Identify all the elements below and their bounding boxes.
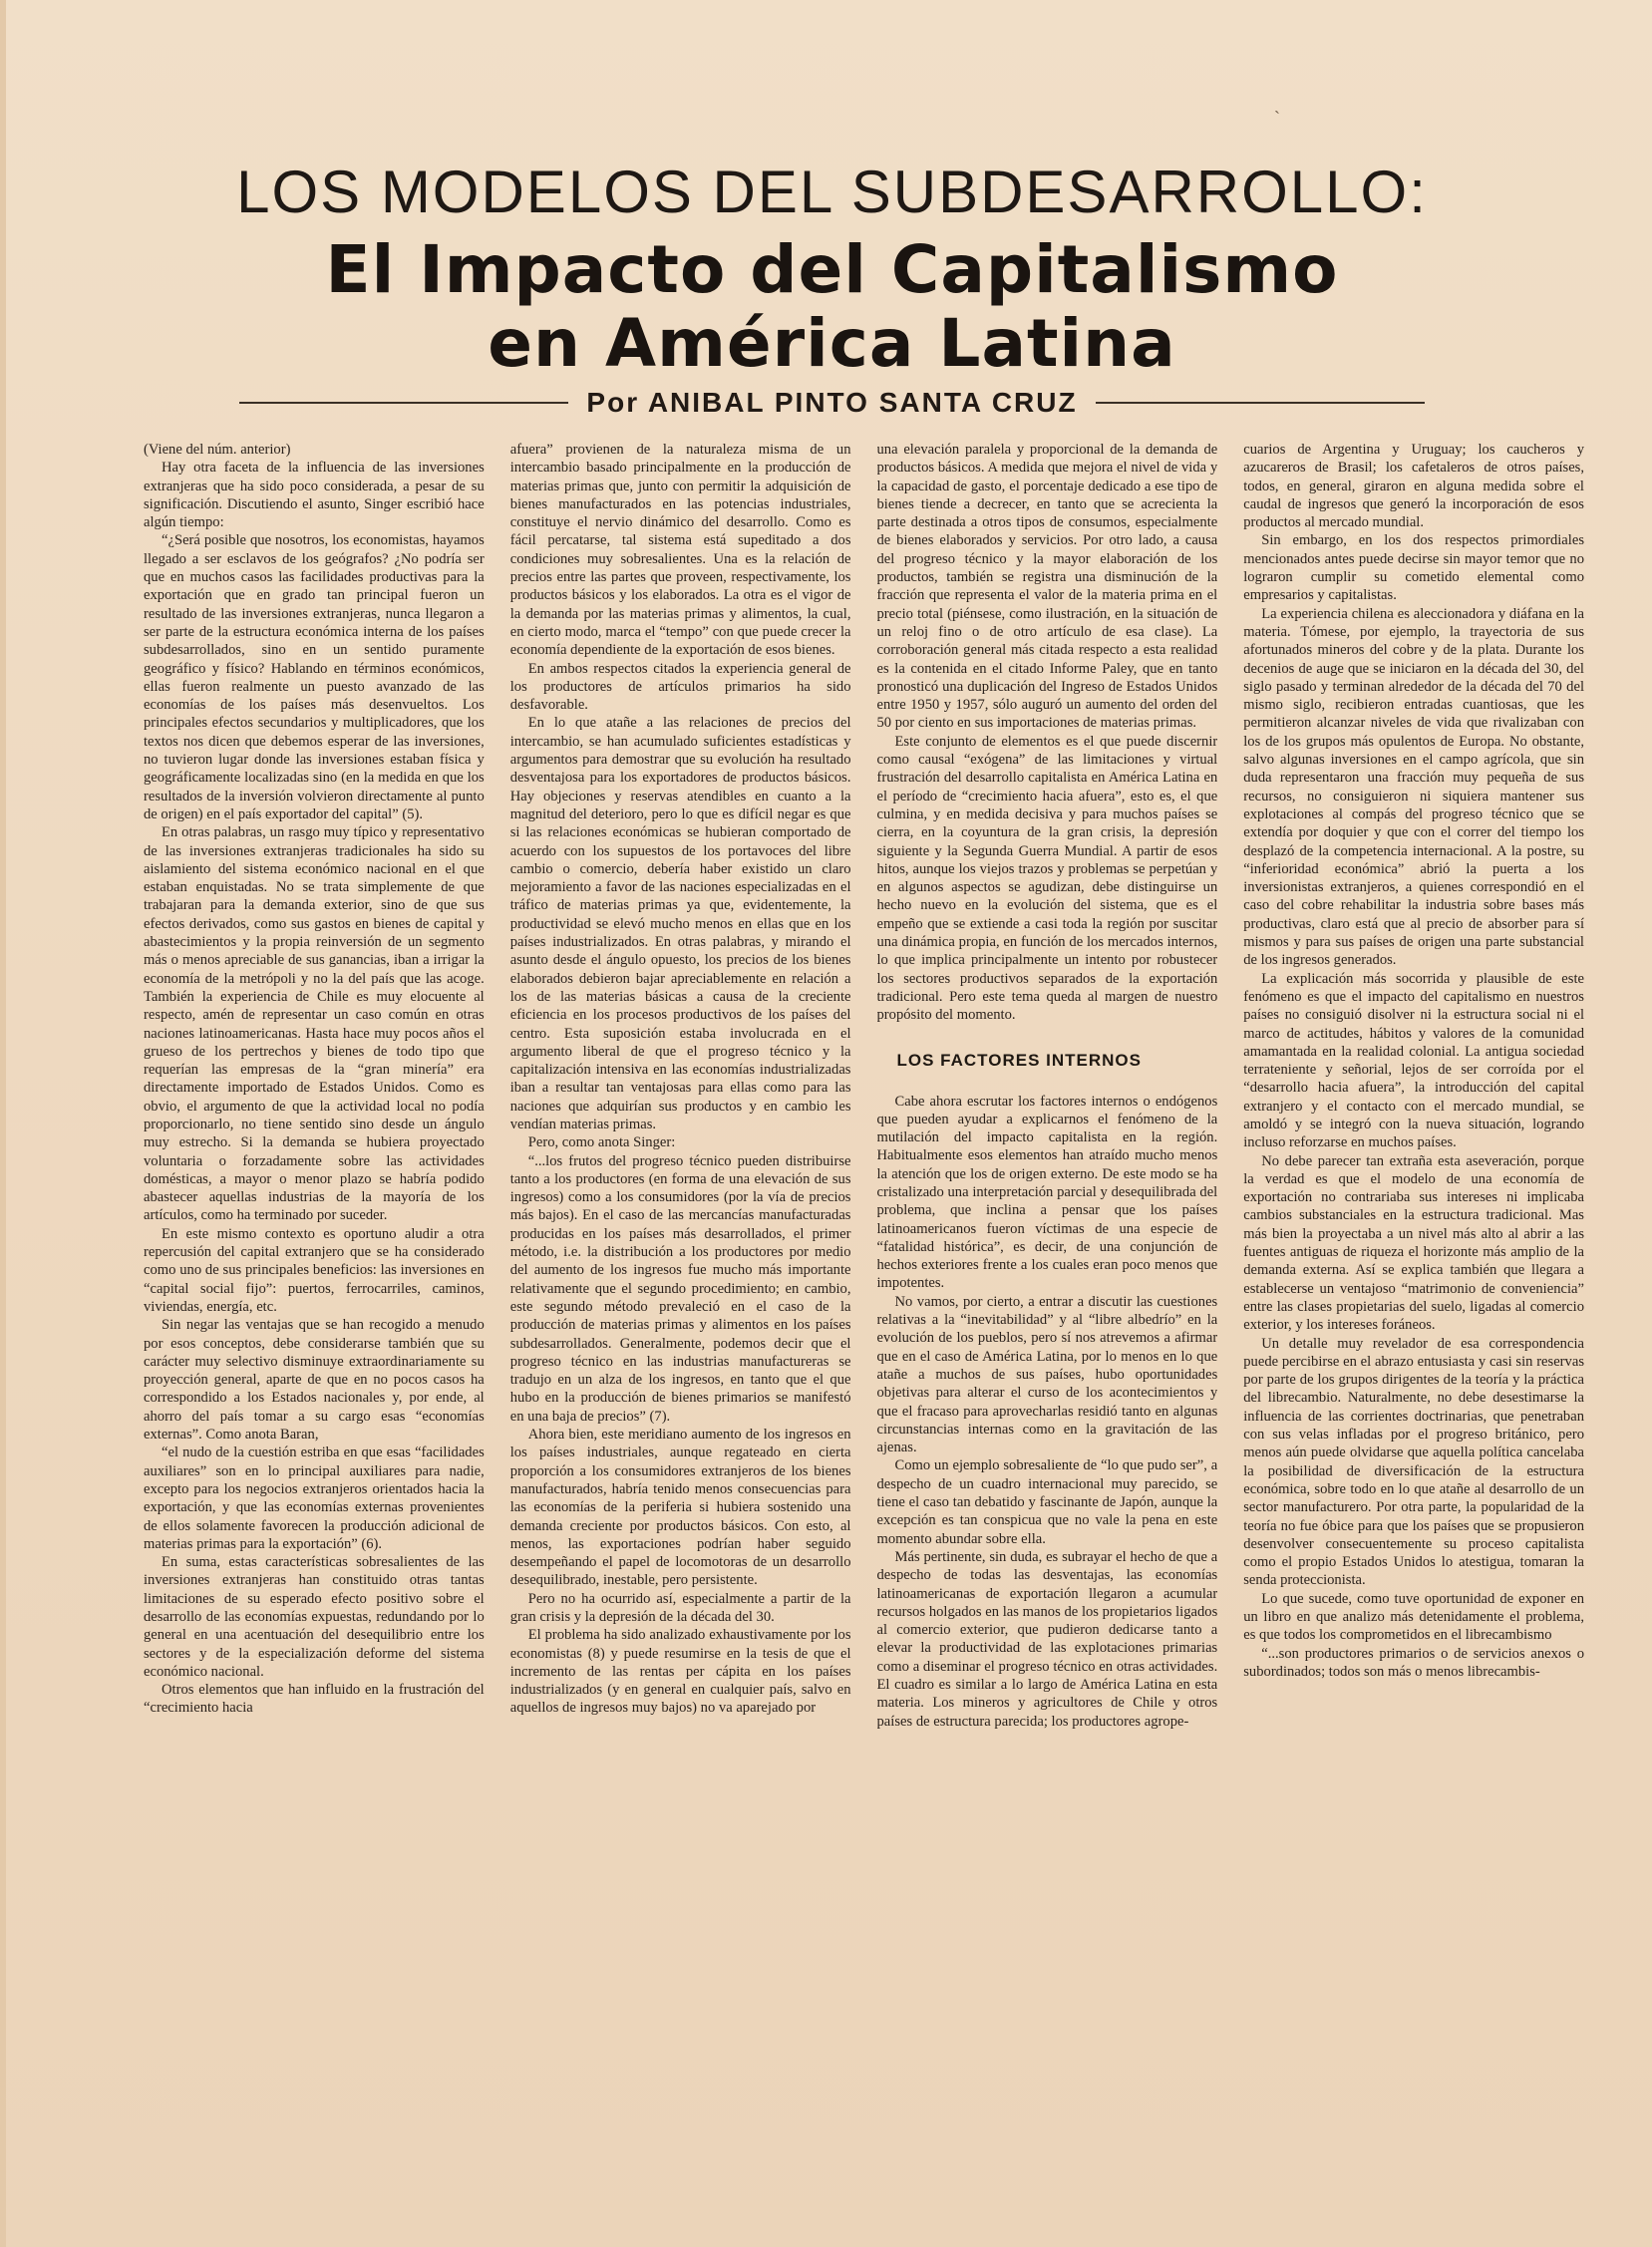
article-paragraph: Lo que sucede, como tuve oportunidad de exponer en un libro en que analizo más detenidamente el problema, es que todos los comprometidos en el librecambismo (1243, 1590, 1584, 1644)
article-paragraph: Ahora bien, este meridiano aumento de los ingresos en los países industriales, aunque regateado en cierta proporción a los consumidores extranjeros de los bienes manufacturados, habría tenido menos consecuencias para las economías de la periferia si hubiera sostenido una demanda creciente por productos básicos. Con esto, al menos, las exportaciones podrían haber seguido desempeñando el papel de locomotoras de un desarrollo desequilibrado, inestable, pero persistente. (509, 1427, 851, 1589)
article-paragraph: En ambos respectos citados la experiencia general de los productores de artículos primarios ha sido desfavorable. (509, 660, 851, 714)
article-paragraph: cuarios de Argentina y Uruguay; los caucheros y azucareros de Brasil; los cafetaleros de otros países, todos, en general, giraron en alguna medida sobre el caudal de ingresos que generó la incorporación de esos productos al mercado mundial. (1243, 442, 1584, 531)
article-paragraph: afuera” provienen de la naturaleza misma de un intercambio basado principalmente en la producción de materias primas que, junto con permitir la adquisición de bienes manufacturados en las potencias industriales, constituye el nervio dinámico del desarrollo. Como es fácil percatarse, tal sistema está supeditado a dos condiciones muy sobresalientes. Una es la relación de precios entre las partes que proveen, respectivamente, los productos básicos y los elaborados. La otra es el vigor de la demanda por las materias primas y alimentos, la cual, en cierto modo, marca el “tempo” con que puede crecer la economía dependiente de la exportación de esos bienes. (509, 442, 851, 659)
article-paragraph: En otras palabras, un rasgo muy típico y representativo de las inversiones extranjeras tradicionales ha sido su aislamiento del sistema económico nacional en el que estaban enquistadas. No se trata simplemente de que trabajaran para la demanda exterior, sino de que sus efectos derivados, como sus gastos en bienes de capital y abastecimientos y la propia reinversión de un segmento más o menos apreciable de sus ganancias, iban a irrigar la economía de la metrópoli y no la del país que las acoge. También la experiencia de Chile es muy elocuente al respecto, amén de representar un caso común en otras naciones latinoamericanas. Hasta hace muy pocos años el grueso de los pertrechos y bienes de todo tipo que requerían las empresas de la “gran minería” era directamente importado de Estados Unidos. Como es obvio, el argumento de que la actividad local no podía proporcionarlo, no tiene sentido sino desde un ángulo muy estrecho. Si la demanda se hubiera proyectado voluntaria o forzadamente sobre las actividades domésticas, a mayor o menor plazo se habría podido abastecer aquellas industrias de la mayoría de los artículos, como ha terminado por suceder. (144, 824, 485, 1224)
article-paragraph: Como un ejemplo sobresaliente de “lo que pudo ser”, a despecho de un cuadro internacional muy parecido, se tiene el caso tan debatido y fascinante de Japón, aunque la excepción es tan conspicua que no vale la pena en este momento abundar sobre ella. (876, 1457, 1218, 1547)
article-paragraph: No vamos, por cierto, a entrar a discutir las cuestiones relativas a la “inevitabilidad” y al “libre albedrío” en la evolución de los pueblos, pero sí nos atrevemos a afirmar que en el caso de América Latina, por lo menos en lo que atañe a muchos de sus países, hubo oportunidades objetivas para alterar el curso de los acontecimientos y que el fracaso para aprovecharlas residió tanto en algunas circunstancias internas como en la gravitación de las ajenas. (876, 1293, 1218, 1456)
article-paragraph: En suma, estas características sobresalientes de las inversiones extranjeras han constituido otras tantas limitaciones de su esperado efecto positivo sobre el desarrollo de las economías expuestas, redundando por lo general en una acentuación del desequilibrio entre los sectores y de la especialización deforme del sistema económico nacional. (144, 1554, 485, 1680)
byline-rule-right (1096, 402, 1425, 404)
article-title-line-1: El Impacto del Capitalismo (325, 231, 1339, 308)
article-paragraph: Cabe ahora escrutar los factores internos o endógenos que pueden ayudar a explicarnos el fenómeno de la mutilación del impacto capitalista en la región. Habitualmente esos elementos han atraído mucho menos la atención que los de origen externo. De este modo se ha cristalizado una interpretación parcial y desequilibrada del problema, que inclina a pensar que los países latinoamericanos fueron víctimas de una especie de “fatalidad histórica”, es decir, de una conjunción de hechos exteriores frente a los cuales eran poco menos que impotentes. (876, 1093, 1218, 1292)
byline-rule-left (239, 402, 568, 404)
article-paragraph: Sin negar las ventajas que se han recogido a menudo por esos conceptos, debe considerarse también que su carácter muy selectivo disminuye extraordinariamente su proyección general, aparte de que en no pocos casos ha correspondido a los Estados nacionales y, por ende, al ahorro del país tomar a su cargo esas “economías externas”. Como anota Baran, (144, 1317, 485, 1444)
column-1 (144, 441, 485, 2225)
margin-mark: ˋ (1274, 108, 1280, 128)
article-paragraph: “...son productores primarios o de servicios anexos o subordinados; todos son más o menos librecambis- (1243, 1645, 1584, 1680)
column-3 (877, 441, 1218, 2225)
article-paragraph: “el nudo de la cuestión estriba en que esas “facilidades auxiliares” son en lo principal auxiliares para nadie, excepto para los negocios extranjeros orientados hacia la exportación, y que las economías externas provenientes de ellos solamente favorecen la producción adicional de materias primas para la exportación” (6). (144, 1444, 485, 1552)
article-paragraph: Pero no ha ocurrido así, especialmente a partir de la gran crisis y la depresión de la década del 30. (509, 1590, 851, 1625)
article-paragraph: Este conjunto de elementos es el que puede discernir como causal “exógena” de las limitaciones y virtual frustración del desarrollo capitalista en América Latina en el período de “crecimiento hacia afuera”, esto es, el que culmina, y en medida decisiva y para muchos países se cierra, en la coyuntura de la gran crisis, la depresión siguiente y la Segunda Guerra Mundial. A partir de esos hitos, aunque los viejos trazos y problemas se perpetúan y en algunos aspectos se agudizan, debe distinguirse un hecho nuevo en la evolución del sistema, que es el empeño que se extiende a casi toda la región por suscitar una dinámica propia, en función de los mercados internos, lo que implica principalmente un intento por robustecer los sectores productivos separados de la exportación tradicional. Pero este tema queda al margen de nuestro propósito del momento. (876, 733, 1218, 1024)
byline: Por ANIBAL PINTO SANTA CRUZ (586, 387, 1078, 418)
article-paragraph: Pero, como anota Singer: (527, 1134, 676, 1151)
section-subheading: LOS FACTORES INTERNOS (896, 1050, 1142, 1070)
article-paragraph: una elevación paralela y proporcional de la demanda de productos básicos. A medida que mejora el nivel de vida y la capacidad de gasto, el porcentaje dedicado a ese tipo de bienes tiende a decrecer, en tanto que se acrecienta la parte destinada a otros tipos de consumos, especialmente de bienes elaborados y servicios. Por otro lado, a causa del progreso técnico y la mayor elaboración de los productos, también se registra una disminución de la fracción que representa el valor de la materia prima en el precio total (piénsese, como ilustración, en la situación de un reloj fino o de otro artículo de esa clase). La corroboración general más citada respecto a esta realidad es la contenida en el citado Informe Paley, que en tanto pronosticó una duplicación del Ingreso de Estados Unidos entre 1950 y 1957, sólo auguró un aumento del orden del 50 por ciento en sus importaciones de materias primas. (876, 442, 1218, 732)
article-paragraph: El problema ha sido analizado exhaustivamente por los economistas (8) y puede resumirse en la tesis de que el incremento de las rentas per cápita en los países industrializados (y en general en cualquier país, salvo en aquellos de ingresos muy bajos) no va aparejado por (509, 1627, 851, 1717)
article-paragraph: Más pertinente, sin duda, es subrayar el hecho de que a despecho de todas las desventajas, las economías latinoamericanas de exportación llegaron a acumular recursos holgados en las manos de los propietarios ligados al comercio exterior, que pudieron dedicarse tanto a elevar la productividad de las explotaciones primarias como a diseminar el progreso técnico en otras actividades. El cuadro es similar a lo largo de América Latina en esta materia. Los mineros y agricultores de Chile y otros países de estructura parecida; los productores agrope- (876, 1548, 1218, 1730)
article-body (144, 441, 1584, 2225)
article-title-line-2: en América Latina (488, 305, 1176, 382)
article-paragraph: (Viene del núm. anterior) (144, 442, 291, 458)
byline-row (6, 387, 1652, 419)
column-4 (1243, 441, 1584, 2225)
article-paragraph: “...los frutos del progreso técnico pueden distribuirse tanto a los productores (en forma de una elevación de sus ingresos) como a los consumidores (por la vía de precios más bajos). En el caso de las mercancías manufacturadas producidas en los países más desarrollados, el primer método, i.e. la distribución a los productores por medio del aumento de los ingresos fue mucho más importante relativamente que el segundo procedimiento; en cambio, este segundo método prevaleció en el caso de la producción de materias primas y alimentos en los países subdesarrollados. Generalmente, podemos decir que el progreso técnico en las industrias manufactureras se tradujo en un alza de los ingresos, en tanto que el que hubo en la producción de bienes primarios se manifestó en una baja de precios” (7). (509, 1152, 851, 1425)
article-paragraph: En este mismo contexto es oportuno aludir a otra repercusión del capital extranjero que se ha considerado como uno de sus principales beneficios: las inversiones en “capital social fijo”: puertos, ferrocarriles, caminos, viviendas, energía, etc. (144, 1225, 485, 1315)
article-paragraph: En lo que atañe a las relaciones de precios del intercambio, se han acumulado suficientes estadísticas y argumentos para demostrar que su evolución ha resultado desventajosa para los exportadores de productos básicos. Hay objeciones y reservas atendibles en cuanto a la magnitud del deterioro, pero lo que es difícil negar es que si las relaciones económicas se hubieran comportado de acuerdo con los supuestos de los portavoces del libre cambio o comercio, debería haber existido un claro mejoramiento a favor de las naciones especializadas en el tráfico de materias primas ya que, evidentemente, la productividad se elevó mucho menos en ellas que en los países industrializados. En otras palabras, y mirando el asunto desde el ángulo opuesto, los precios de los bienes elaborados debieron bajar apreciablemente en relación a los de las materias básicas a causa de la creciente eficiencia en los procesos productivos de los países del centro. Esta suposición estaba involucrada en el argumento liberal de que el progreso técnico y la capitalización intensiva en las economías industrializadas iban a resultar tan ventajosas para ellas como para las naciones que adquirían sus productos y en cambio les vendían materias primas. (509, 715, 851, 1132)
article-paragraph: Un detalle muy revelador de esa correspondencia puede percibirse en el abrazo entusiasta y casi sin reservas por parte de los grupos dirigentes de la teoría y la práctica del librecambio. Naturalmente, no debe desestimarse la influencia de las corrientes doctrinarias, que penetraban con sus velas infladas por el progreso británico, pero menos aún puede olvidarse que aquella política cancelaba la posibilidad de diversificación de la estructura económica, sobre todo en lo que atañe al desarrollo de un sector manufacturero. Por otra parte, la popularidad de la teoría no fue óbice para que los países que se propusieron desenvolver consecuentemente su proceso capitalista como el propio Estados Unidos lo atestigua, tomaran la senda proteccionista. (1243, 1335, 1584, 1589)
article-paragraph: Hay otra faceta de la influencia de las inversiones extranjeras que ha sido poco considerada, a pesar de su significación. Discutiendo el asunto, Singer escribió hace algún tiempo: (144, 460, 485, 531)
article-paragraph: No debe parecer tan extraña esta aseveración, porque la verdad es que el modelo de una economía de exportación no contrariaba sus intereses ni implicaba cambios substanciales en la estructura tradicional. Mas más bien la proyectaba a un nivel más alto al abrir a las fuentes antiguas de riqueza el horizonte más amplio de la demanda externa. Así se explica también que llegara a establecerse un ventajoso “matrimonio de conveniencia” entre las clases propietarias del suelo, ligadas al comercio exterior, y los intereses foráneos. (1243, 1152, 1584, 1334)
article-paragraph: La explicación más socorrida y plausible de este fenómeno es que el impacto del capitalismo en nuestros países no consiguió disolver ni la estructura social ni el marco de actitudes, hábitos y valores de la comunidad amamantada en la realidad colonial. La antigua sociedad terrateniente y señorial, lejos de ser corroída por el “desarrollo hacia afuera”, la introducción del capital extranjero y el contacto con el mercado mundial, se amoldó y se integró con la nueva situación, logrando incluso reforzarse en muchos países. (1243, 970, 1584, 1151)
article-paragraph: La experiencia chilena es aleccionadora y diáfana en la materia. Tómese, por ejemplo, la trayectoria de sus afortunados mineros del cobre y de la plata. Durante los decenios de auge que se iniciaron en la década del 30, del siglo pasado y terminan alrededor de la década del 70 del mismo siglo, recibieron entradas cuantiosas, que les permitieron alcanzar niveles de vida que rivalizaban con los de los grupos más opulentos de Europa. No obstante, salvo algunas inversiones en el campo agrícola, que sin duda representaron una fracción muy pequeña de sus recursos, no consiguieron ni siquiera mantener sus explotaciones al compás del progreso técnico que se extendía por doquier y que con el correr del tiempo los desplazó de la competencia internacional. A la postre, su “inferioridad económica” abrió la puerta a los inversionistas extranjeros, a quienes correspondió en el caso del cobre rehabilitar la industria sobre bases más productivas, claro está que al precio de absorber para sí mismos y para sus países de origen una parte substancial de los ingresos generados. (1243, 605, 1584, 969)
article-paragraph: Otros elementos que han influido en la frustración del “crecimiento hacia (144, 1682, 485, 1717)
article-kicker: LOS MODELOS DEL SUBDESARROLLO: (236, 159, 1428, 225)
article-paragraph: Sin embargo, en los dos respectos primordiales mencionados antes puede decirse sin mayor temor que no lograron cumplir su cometido elemental como empresarios y capitalistas. (1243, 532, 1584, 604)
article-paragraph: “¿Será posible que nosotros, los economistas, hayamos llegado a ser esclavos de los geógrafos? ¿No podría ser que en muchos casos las facilidades productivas para la exportación que en grado tan principal fueron un resultado de las inversiones extranjeras, nunca llegaron a ser parte de la estructura económica interna de los países subdesarrollados, sino en un sentido puramente geográfico y físico? Hablando en términos económicos, ellas fueron realmente un puesto avanzado de las economías de los países más desenvueltos. Los principales efectos secundarios y multiplicadores, que los textos nos dicen que debemos esperar de las inversiones, no tuvieron lugar donde las inversiones estaban física y geográficamente localizadas sino (en la medida en que los resultados de la inversión volvieron directamente al punto de origen) en el país exportador del capital” (5). (144, 532, 485, 822)
column-2 (510, 441, 851, 2225)
